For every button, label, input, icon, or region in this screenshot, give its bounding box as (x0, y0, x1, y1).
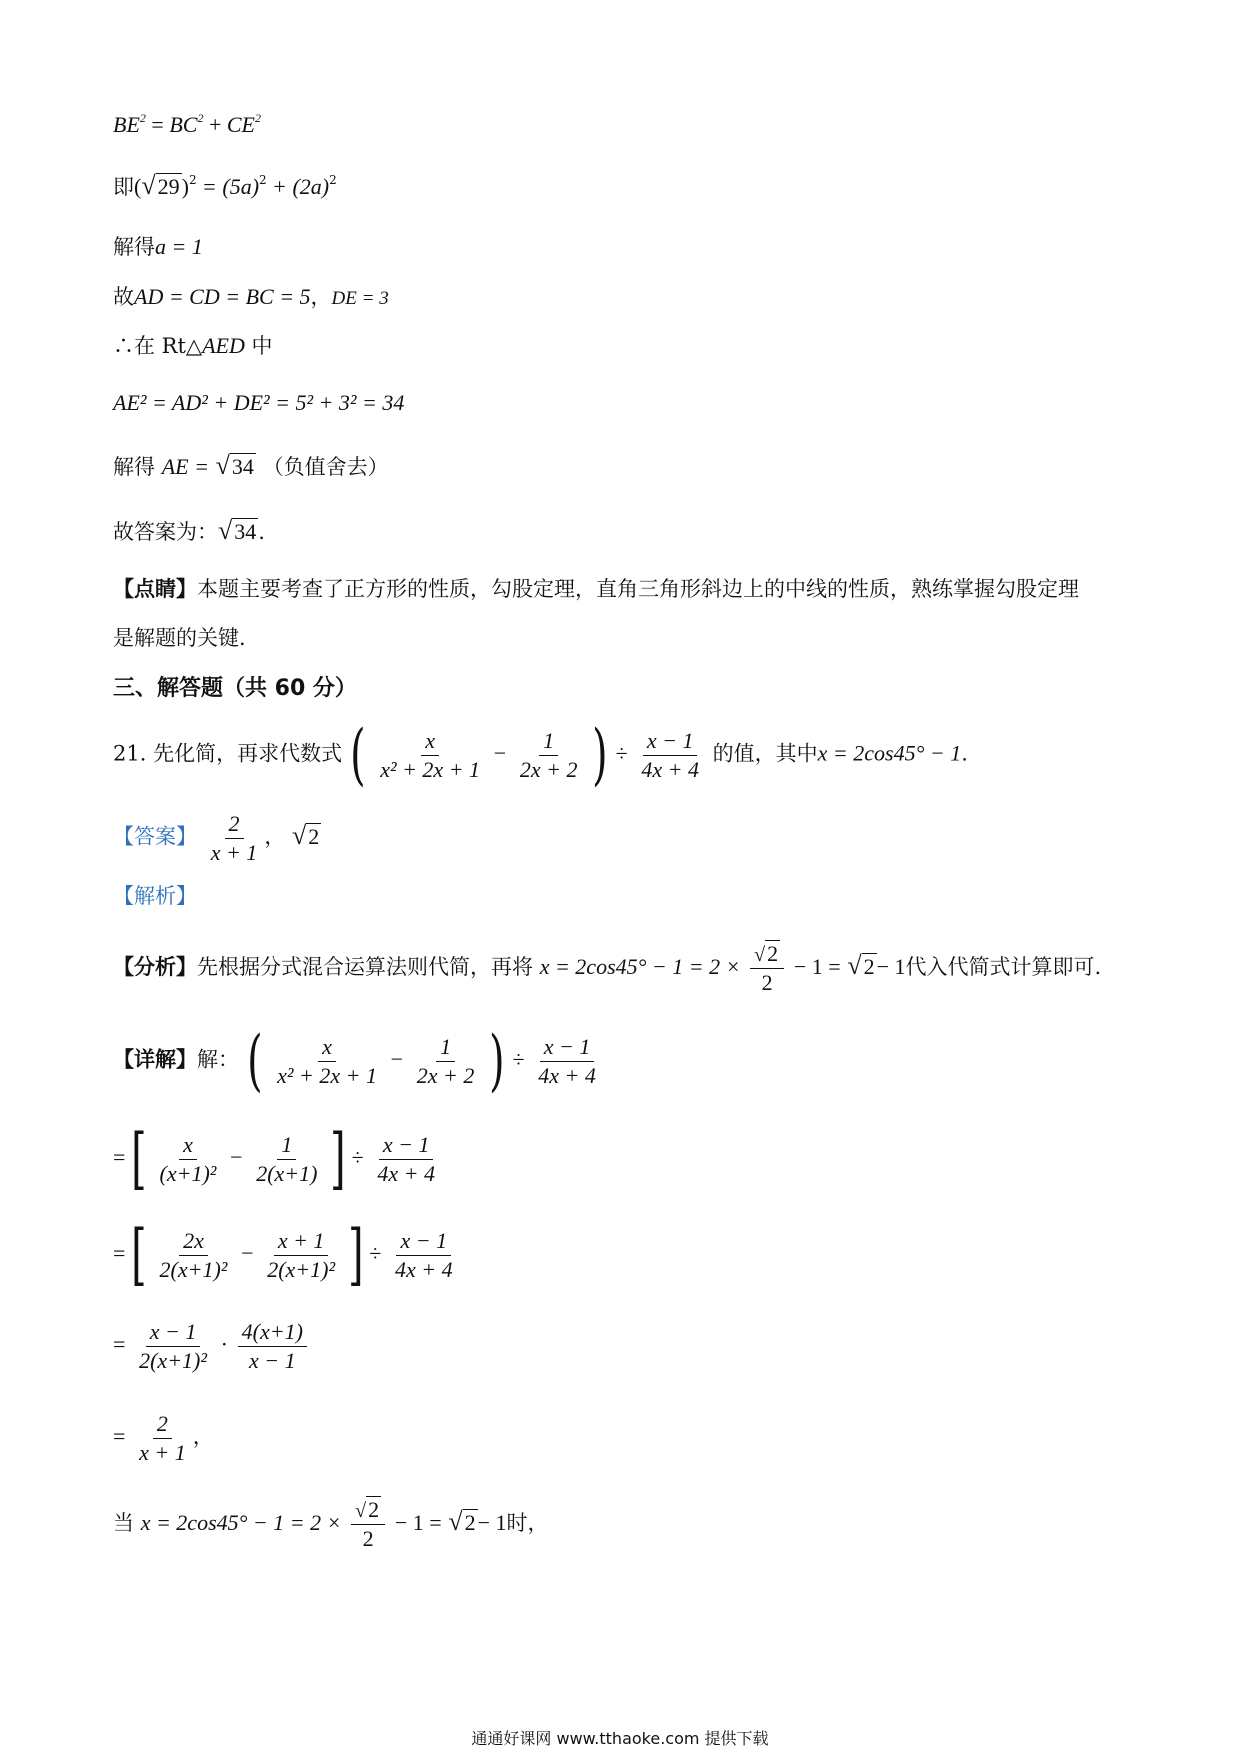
equation-substitution: 即$(√29)^2 = (5a)^2 + (2a)^2$ (113, 171, 337, 200)
analysis-tag: 【解析】 (113, 884, 197, 908)
detail-step-4: = $\frac{x - 1}{\text{2(x+1)²}}$ · $\frac{4(x+1)}{x - 1}$ (113, 1318, 310, 1374)
final-answer-prev: 故答案为：√34. (113, 516, 265, 545)
solve-a: 解得a = 1 (113, 234, 203, 259)
question-number: 21. (113, 741, 147, 766)
equation-ae-squared: AE² = AD² + DE² = 5² + 3² = 34 (113, 390, 405, 415)
answer-line: 【答案】 $\frac{2}{x + 1}$ ， √2 (113, 811, 320, 865)
triangle-statement: ∴在 Rt△AED 中 (113, 333, 273, 358)
detail-step-1: 【详解】解： ( $\frac{x}{\text{x² + 2x + 1}}$ − $\frac{1}{2x + 2}$ ) ÷ $\frac{x - 1}{4x + 4}$ (113, 1022, 596, 1099)
detail-step-5: = $\frac{2}{x + 1}$ ， (113, 1411, 214, 1465)
fenxi-line: 【分析】先根据分式混合运算法则代简，再将 x = 2cos45° − 1 = 2 × $\frac{√2}{2}$ − 1 = √2− 1代入代简式计算即可. (113, 941, 1102, 995)
comment-line-1: 【点睛】本题主要考查了正方形的性质，勾股定理，直角三角形斜边上的中线的性质，熟练掌握勾股定理 (113, 576, 1079, 601)
page-footer: 通通好课网 www.tthaoke.com 提供下载 (471, 1729, 769, 1748)
solve-ae: 解得 AE = √34 （负值舍去） (113, 451, 389, 480)
detail-step-3: = [ $\frac{2x}{\text{2(x+1)²}}$ − $\frac{x + 1}{\text{2(x+1)²}}$ ] ÷ $\frac{x - 1}{4x + 4}$ (113, 1216, 453, 1293)
comment-line-2: 是解题的关键. (113, 626, 246, 650)
detail-step-2: = [ $\frac{x}{\text{(x+1)²}}$ − $\frac{1}{2(x+1)}$ ] ÷ $\frac{x - 1}{4x + 4}$ (113, 1120, 435, 1197)
side-lengths: 故AD = CD = BC = 5，DE = 3 (113, 284, 389, 309)
section-title: 三、解答题（共 60 分） (113, 676, 357, 701)
question-21: 21. 先化简，再求代数式 ( $\frac{x}{\text{x² + 2x + 1}}$ − $\frac{1}{2x + 2}$ ) ÷ $\frac{x - 1}{4x + 4}$ 的值，其中x = 2cos45° − 1. (113, 716, 968, 793)
detail-when: 当 x = 2cos45° − 1 = 2 × $\frac{√2}{2}$ − 1 = √2− 1时， (113, 1497, 549, 1551)
equation-be-squared: $BE^2 = BC^2 + CE^2$ (113, 111, 261, 137)
